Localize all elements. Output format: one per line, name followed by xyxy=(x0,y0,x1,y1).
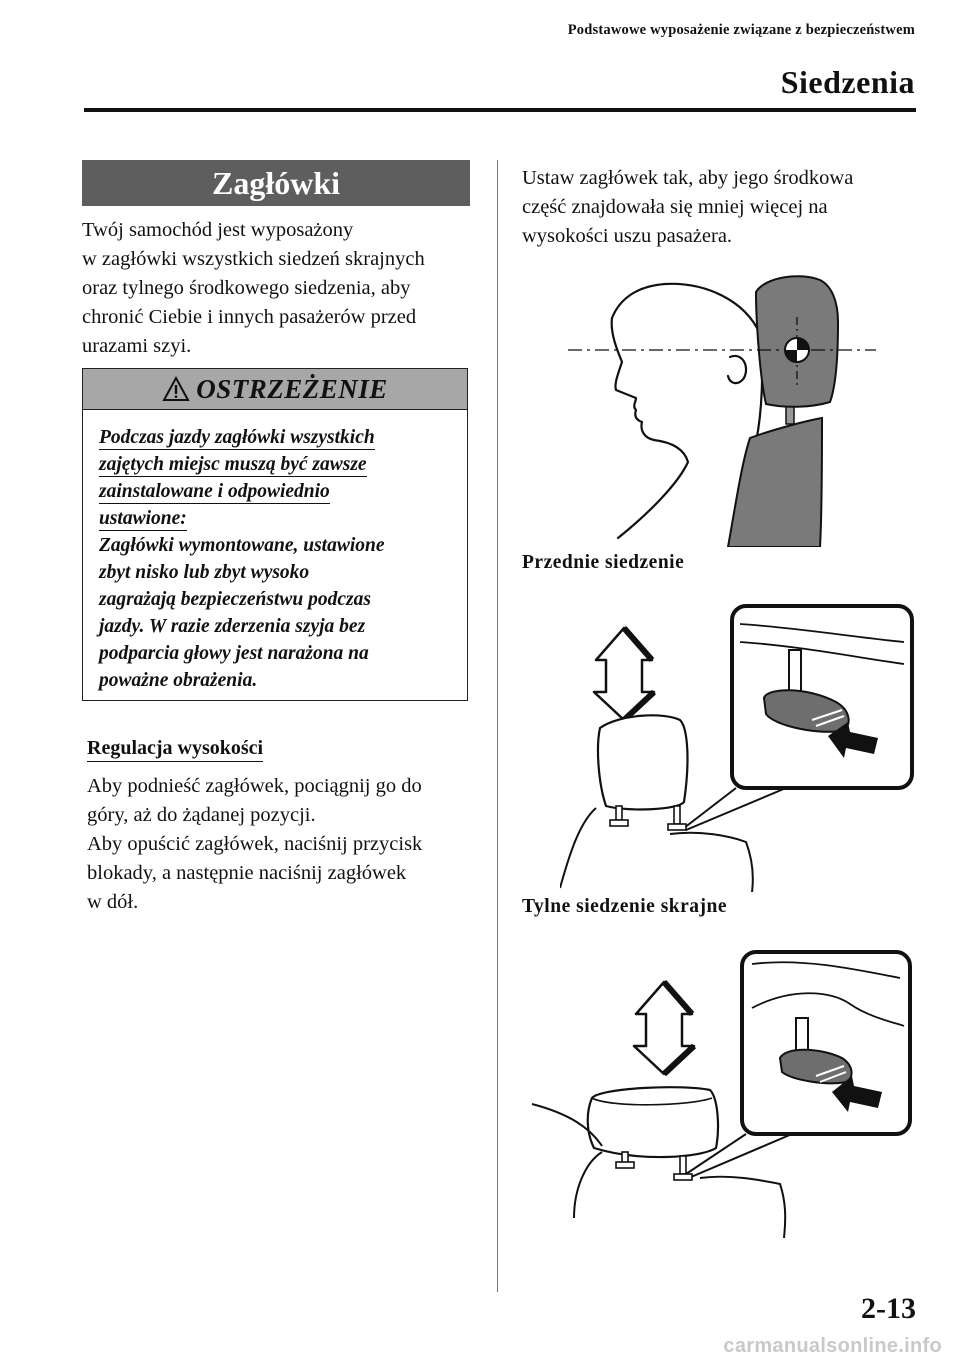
intro-paragraph: Twój samochód jest wyposażony w zagłówki wszystkich siedzeń skrajnych oraz tylnego środkowego siedzenia, aby chronić Ciebie i innych pasażerów przed urazami szyi. xyxy=(82,219,425,357)
warning-body xyxy=(83,410,467,694)
warning-title: OSTRZEŻENIE xyxy=(196,373,388,404)
figure-caption-rear-outer: Tylne siedzenie skrajne xyxy=(522,896,728,917)
figure-caption-front: Przednie siedzenie xyxy=(522,552,685,573)
warning-header xyxy=(83,369,467,410)
warning-line: ustawione: xyxy=(99,508,187,529)
header-rule xyxy=(84,108,916,112)
page-number: 2-13 xyxy=(861,1292,916,1325)
watermark: carmanualsonline.info xyxy=(723,1335,942,1357)
warning-line: zainstalowane i odpowiednio xyxy=(99,481,330,502)
warning-line: zajętych miejsc muszą być zawsze xyxy=(99,454,367,475)
warning-text: Zagłówki wymontowane, ustawione zbyt nisko lub zbyt wysoko zagrażają bezpieczeństwu podczas jazdy. W razie zderzenia szyja bez podparcia głowy jest narażona na poważne obrażenia. xyxy=(99,535,385,691)
section-title: Zagłówki xyxy=(82,160,470,206)
rear-outer-seat-headrest-illustration xyxy=(560,602,920,892)
height-adjust-heading: Regulacja wysokości xyxy=(87,737,263,762)
column-divider xyxy=(497,160,498,1292)
chapter-heading: Podstawowe wyposażenie związane z bezpieczeństwem xyxy=(567,22,915,38)
warning-triangle-icon xyxy=(162,376,190,402)
rear-center-seat-headrest-illustration xyxy=(530,948,915,1238)
warning-line: Podczas jazdy zagłówki wszystkich xyxy=(99,427,375,448)
headrest-position-text: Ustaw zagłówek tak, aby jego środkowa część znajdowała się mniej więcej na wysokości uszu pasażera. xyxy=(522,167,854,247)
warning-box xyxy=(82,368,468,701)
front-seat-headrest-illustration xyxy=(560,262,880,547)
height-adjust-text: Aby podnieść zagłówek, pociągnij go do góry, aż do żądanej pozycji. Aby opuścić zagłówek, naciśnij przycisk blokady, a następnie naciśnij zagłówek w dół. xyxy=(87,775,423,913)
page-title: Siedzenia xyxy=(780,64,915,100)
